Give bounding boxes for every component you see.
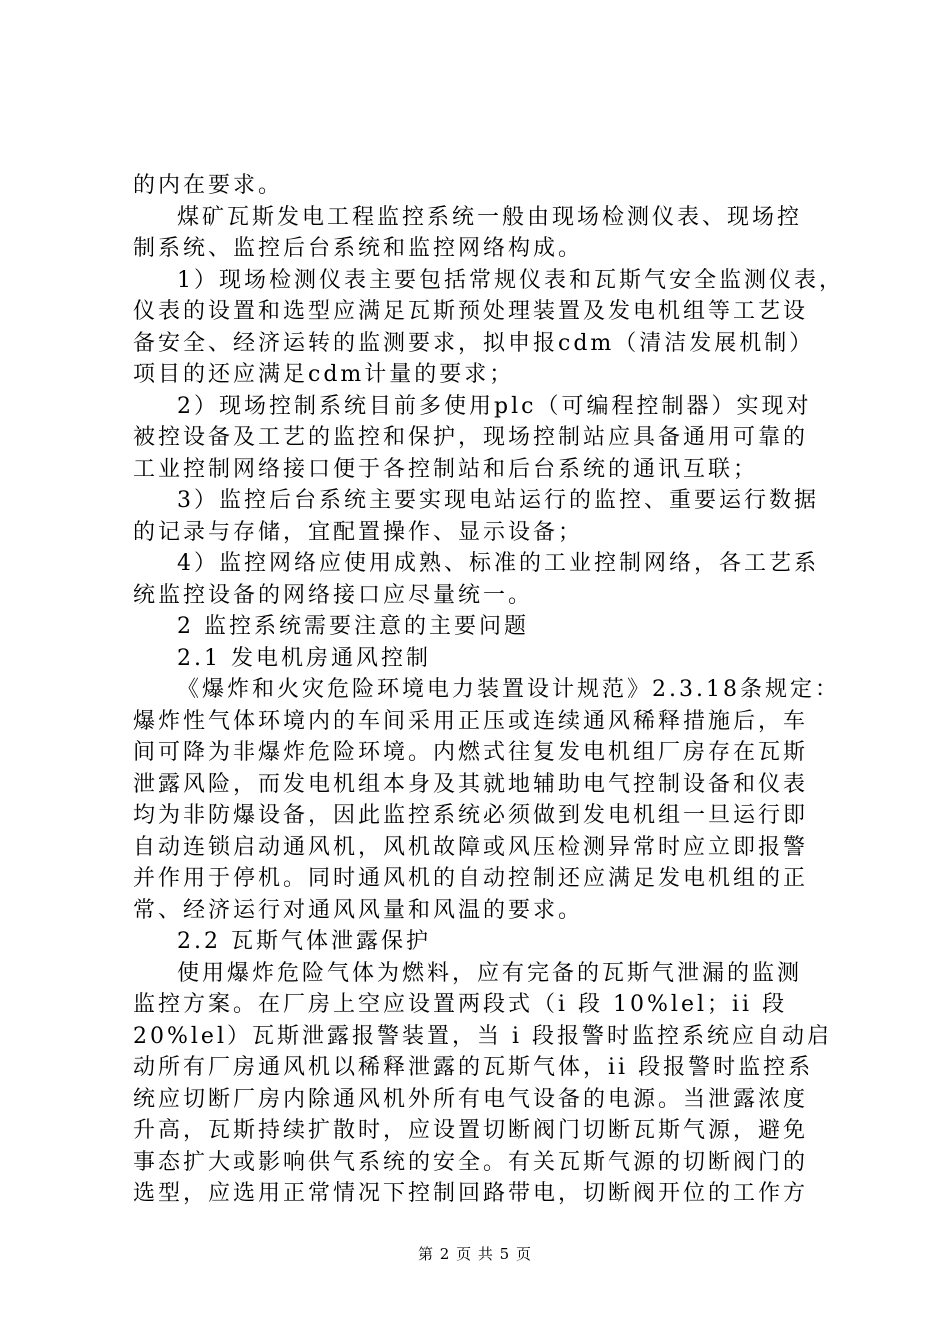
text-line: 爆炸性气体环境内的车间采用正压或连续通风稀释措施后，车 [133, 708, 809, 734]
text-line: 选型，应选用正常情况下控制回路带电，切断阀开位的工作方 [133, 1181, 809, 1206]
text-line: 均为非防爆设备，因此监控系统必须做到发电机组一旦运行即 [133, 803, 809, 828]
text-line: 2 监控系统需要注意的主要问题 [177, 614, 529, 639]
text-line: 事态扩大或影响供气系统的安全。有关瓦斯气源的切断阀门的 [133, 1149, 809, 1175]
text-line: 间可降为非爆炸危险环境。内燃式往复发电机组厂房存在瓦斯 [133, 740, 809, 765]
page-footer: 第 2 页 共 5 页 [418, 1245, 532, 1263]
text-line: 2.2 瓦斯气体泄露保护 [177, 929, 431, 954]
text-line: 并作用于停机。同时通风机的自动控制还应满足发电机组的正 [133, 866, 809, 891]
text-line: 备安全、经济运转的监测要求，拟申报cdm（清洁发展机制） [133, 330, 815, 356]
text-line: 4）监控网络应使用成熟、标准的工业控制网络，各工艺系 [177, 551, 819, 576]
text-line: 2.1 发电机房通风控制 [177, 645, 431, 671]
text-line: 统应切断厂房内除通风机外所有电气设备的电源。当泄露浓度 [133, 1086, 809, 1112]
text-line: 制系统、监控后台系统和监控网络构成。 [133, 236, 584, 261]
document-body [133, 170, 844, 1210]
text-line: 自动连锁启动通风机，风机故障或风压检测异常时应立即报警 [133, 834, 809, 860]
text-line: 统监控设备的网络接口应尽量统一。 [133, 582, 534, 608]
text-line: 常、经济运行对通风风量和风温的要求。 [133, 897, 584, 923]
text-line: 动所有厂房通风机以稀释泄露的瓦斯气体，ii 段报警时监控系 [133, 1055, 814, 1080]
text-line: 1）现场检测仪表主要包括常规仪表和瓦斯气安全监测仪表， [177, 267, 844, 293]
text-line: 仪表的设置和选型应满足瓦斯预处理装置及发电机组等工艺设 [133, 299, 809, 324]
text-line: 使用爆炸危险气体为燃料，应有完备的瓦斯气泄漏的监测 [177, 960, 803, 986]
text-line: 煤矿瓦斯发电工程监控系统一般由现场检测仪表、现场控 [177, 204, 803, 230]
text-line: 《爆炸和火灾危险环境电力装置设计规范》2.3.18条规定： [177, 677, 840, 702]
text-line: 20%lel）瓦斯泄露报警装置，当 i 段报警时监控系统应自动启 [133, 1023, 833, 1049]
text-line: 升高，瓦斯持续扩散时，应设置切断阀门切断瓦斯气源，避免 [133, 1118, 809, 1143]
text-line: 的内在要求。 [133, 173, 284, 198]
text-line: 被控设备及工艺的监控和保护，现场控制站应具备通用可靠的 [133, 425, 809, 450]
text-line: 的记录与存储，宜配置操作、显示设备； [133, 519, 584, 545]
text-line: 3）监控后台系统主要实现电站运行的监控、重要运行数据 [177, 488, 819, 513]
text-line: 工业控制网络接口便于各控制站和后台系统的通讯互联； [133, 456, 759, 482]
text-line: 2）现场控制系统目前多使用plc（可编程控制器）实现对 [177, 393, 812, 419]
text-line: 泄露风险，而发电机组本身及其就地辅助电气控制设备和仪表 [133, 771, 809, 797]
text-line: 项目的还应满足cdm计量的要求； [133, 362, 515, 387]
text-line: 监控方案。在厂房上空应设置两段式（i 段 10%lel；ii 段 [133, 992, 788, 1017]
